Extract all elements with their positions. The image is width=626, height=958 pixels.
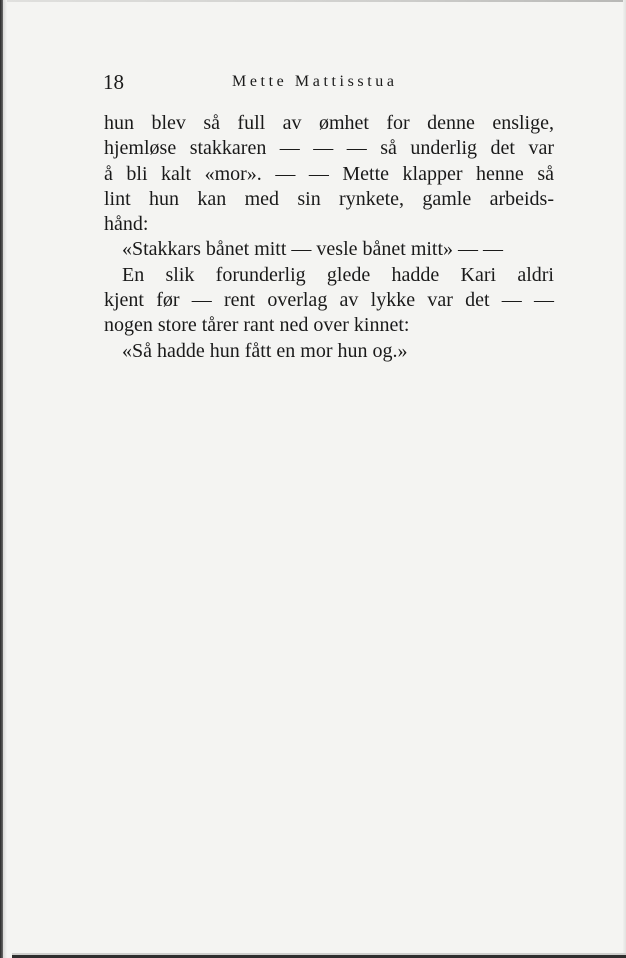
page-number: 18 xyxy=(103,70,124,94)
text-line: lint hun kan med sin rynkete, gamle arbeids- xyxy=(104,187,554,210)
page-header xyxy=(103,68,563,96)
scan-top-edge xyxy=(0,0,626,2)
text-line: En slik forunderlig glede hadde Kari aldri xyxy=(122,263,554,286)
running-head: Mette Mattisstua xyxy=(232,73,398,90)
text-line: nogen store tårer rant ned over kinnet: xyxy=(104,314,410,337)
text-line: hånd: xyxy=(104,213,149,236)
text-line: hun blev så full av ømhet for denne enslige, xyxy=(104,112,554,134)
text-line: hjemløse stakkaren — — — så underlig det var xyxy=(104,137,554,160)
text-line: «Så hadde hun fått en mor hun og.» xyxy=(122,339,408,362)
text-line: å bli kalt «mor». — — Mette klapper henne så xyxy=(104,162,554,185)
text-line: «Stakkars bånet mitt — vesle bånet mitt» — — xyxy=(122,238,504,261)
body-text xyxy=(104,111,554,364)
text-line: kjent før — rent overlag av lykke var det — — xyxy=(104,289,554,312)
scan-left-shadow xyxy=(3,0,7,958)
